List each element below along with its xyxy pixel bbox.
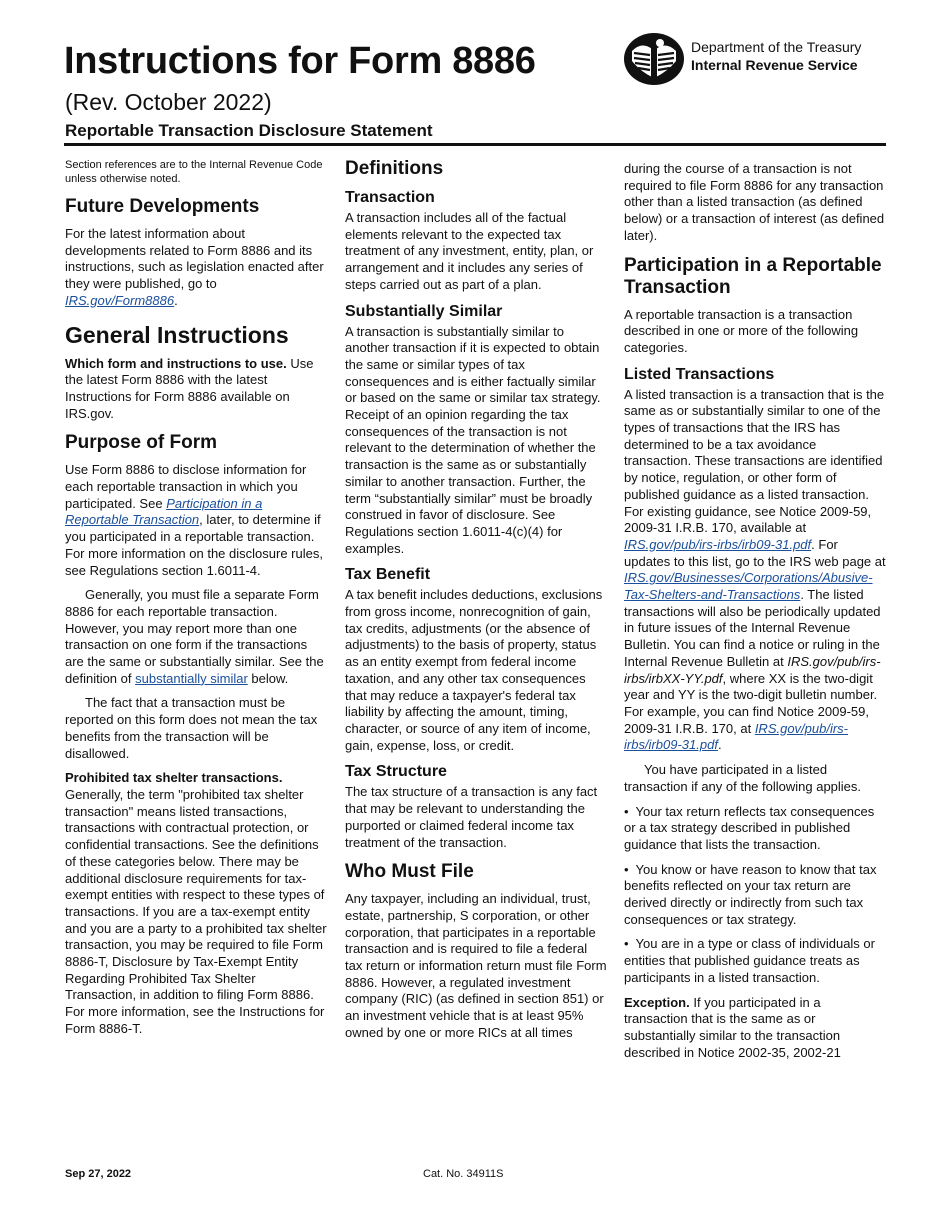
agency-department: Department of the Treasury [691, 39, 862, 55]
footer-date: Sep 27, 2022 [65, 1168, 132, 1180]
listed-transactions-heading: Listed Transactions [624, 365, 775, 383]
footer-catalog-number: Cat. No. 34911S [423, 1168, 504, 1180]
substantially-similar-text: A transaction is substantially similar to another transaction if it is expected to obtain the same or similar types of tax consequences and is either factually similar or based on the same or similar tax strategy. Receipt of an opinion regarding the tax consequences of the transaction is not relevant to the determination of whether the transaction is the same as or substantially similar to another transaction. Further, the term “substantially similar” must be broadly construed in favor of disclosure. See Regulations section 1.6011-4(c)(4) for examples. [345, 323, 601, 556]
column-1 [65, 158, 327, 1046]
tax-structure-text: The tax structure of a transaction is any fact that may be relevant to understanding the purported or claimed federal income tax treatment of the transaction. [345, 784, 598, 850]
future-developments-text: For the latest information about developments related to Form 8886 and its instructions, such as legislation enacted after they were published, go to IRS.gov/Form8886. [65, 226, 324, 308]
who-must-file-heading: Who Must File [345, 861, 474, 883]
transaction-heading: Transaction [345, 189, 435, 206]
continued-text: during the course of a transaction is not required to file Form 8886 for any transaction other than a listed transaction (as defined below) or a transaction of interest (as defined later). [624, 161, 885, 243]
bullet-item: • Your tax return reflects tax consequences or a tax strategy described in published guidance that lists the transaction. [624, 803, 875, 852]
tax-benefit-text: A tax benefit includes deductions, exclusions from gross income, nonrecognition of gain, tax credits, adjustments (or the absence of adjustments) to the basis of property, status as an entity exempt from federal income taxation, and any other tax consequences that may reduce a taxpayer's federal tax liability by affecting the amount, timing, character, or source of any item of income, gain, expense, loss, or credit. [345, 587, 603, 753]
transaction-text: A transaction includes all of the factual elements relevant to the expected tax treatment of any investment, entity, plan, or arrangement and it includes any series of steps carried out as part of a plan. [345, 210, 594, 292]
column-2 [345, 158, 607, 1050]
participation-heading: Participation in a Reportable Transaction [624, 254, 882, 298]
exception-paragraph: Exception. If you participated in a transaction that is the same as or substantially similar to the transaction described in Notice 2002-35, 2002-21 [624, 994, 841, 1060]
listed-transactions-text: A listed transaction is a transaction that is the same as or substantially similar to one of the types of transactions that the IRS has determined to be a tax avoidance transaction. These transactions are identified by notice, regulation, or other form of published guidance as a listed transaction. For existing guidance, see Notice 2009-59, 2009-31 I.R.B. 170, available at IRS.gov/pub/irs-irbs/irb09-31.pdf. For updates to this list, go to the IRS web page at IRS.gov/Businesses/Corporations/Abusive-Tax-Shelters-and-Transactions. The listed transactions will also be periodically updated in future issues of the Internal Revenue Bulletin. You can find a notice or ruling in the Internal Revenue Bulletin at IRS.gov/pub/irs-irbs/irbXX-YY.pdf, where XX is the two-digit year and YY is the two-digit bulletin number. For example, you can find Notice 2009-59, 2009-31 I.R.B. 170, at IRS.gov/pub/irs-irbs/irb09-31.pdf. [624, 386, 886, 753]
definitions-heading: Definitions [345, 158, 444, 179]
general-instructions-heading: General Instructions [65, 321, 289, 348]
column-3 [624, 161, 886, 1069]
irb09-31-link-2[interactable]: IRS.gov/pub/irs-irbs/irb09-31.pdf [624, 720, 849, 753]
participation-link[interactable]: Participation in a Reportable Transaction [65, 495, 263, 528]
substantially-similar-heading: Substantially Similar [345, 302, 503, 320]
purpose-paragraph-2: Generally, you must file a separate Form 8886 for each reportable transaction. However, you may report more than one transaction on one form if the transactions are the same or substantially similar. See the definition of substantially similar below. [65, 587, 324, 686]
agency-name [691, 38, 861, 74]
irs-eagle-logo-icon [622, 31, 686, 86]
which-form-paragraph: Which form and instructions to use. Use the latest Form 8886 with the latest Instructions for Form 8886 available on IRS.gov. [65, 355, 314, 421]
agency-irs: Internal Revenue Service [691, 57, 858, 73]
purpose-paragraph-3: The fact that a transaction must be reported on this form does not mean the tax benefits from the transaction will be disallowed. [65, 695, 318, 761]
who-must-file-text: Any taxpayer, including an individual, trust, estate, partnership, S corporation, or other corporation, that participates in a reportable transaction and is required to file a federal tax return or information return must file Form 8886. However, a regulated investment company (RIC) (as defined in section 851) or an investment vehicle that is at least 95% owned by one or more RICs at all times [345, 891, 607, 1040]
revision-date: (Rev. October 2022) [65, 89, 272, 115]
prohibited-paragraph: Prohibited tax shelter transactions. Generally, the term "prohibited tax shelter transaction" means listed transactions, transactions with contractual protection, or confidential transactions. See the definitions of these categories below. There may be additional disclosure requirements for tax-exempt entities with respect to these types of transactions. If you are a tax-exempt entity and you are a party to a prohibited tax shelter transaction, you may be required to file Form 8886-T, Disclosure by Tax-Exempt Entity Regarding Prohibited Tax Shelter Transaction, in addition to filing Form 8886. For more information, see the Instructions for Form 8886-T. [65, 770, 327, 1036]
header-rule [64, 143, 886, 146]
bullet-item: • You know or have reason to know that tax benefits reflected on your tax return are derived directly or indirectly from such tax consequences or tax strategy. [624, 861, 877, 927]
bullet-item: • You are in a type or class of individuals or entities that published guidance treats as participants in a listed transaction. [624, 936, 875, 985]
tax-benefit-heading: Tax Benefit [345, 566, 431, 584]
participation-text: A reportable transaction is a transaction described in one or more of the following categories. [624, 306, 859, 355]
irs-form8886-link[interactable]: IRS.gov/Form8886 [65, 292, 175, 308]
substantially-similar-link[interactable]: substantially similar [135, 670, 248, 686]
purpose-of-form-heading: Purpose of Form [65, 432, 218, 454]
future-developments-heading: Future Developments [65, 196, 260, 217]
abusive-tax-shelters-link[interactable]: IRS.gov/Businesses/Corporations/Abusive-Tax-Shelters-and-Transactions [624, 570, 873, 603]
tax-structure-heading: Tax Structure [345, 763, 447, 781]
irb09-31-link[interactable]: IRS.gov/pub/irs-irbs/irb09-31.pdf [624, 536, 812, 552]
document-subtitle: Reportable Transaction Disclosure Statement [65, 121, 433, 140]
document-title: Instructions for Form 8886 [64, 40, 536, 82]
section-references-note: Section references are to the Internal Revenue Code unless otherwise noted. [65, 159, 323, 185]
participated-intro: You have participated in a listed transaction if any of the following applies. [624, 762, 862, 794]
purpose-paragraph-1: Use Form 8886 to disclose information for each reportable transaction in which you participated. See Participation in a Reportable Transaction, later, to determine if you participated in a reportable transaction. For more information on the disclosure rules, see Regulations section 1.6011-4. [65, 462, 323, 578]
